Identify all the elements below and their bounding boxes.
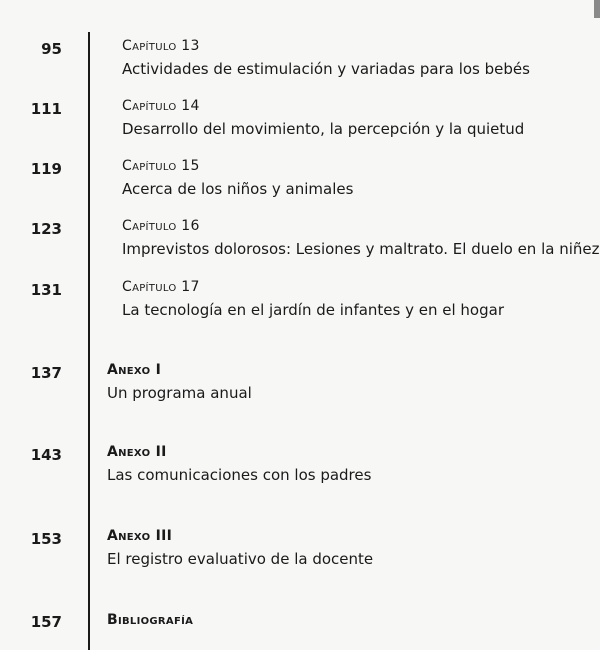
toc-entry-chapter-16[interactable] (122, 218, 600, 258)
toc-entry-chapter-15[interactable] (122, 158, 353, 198)
page-number: 119 (30, 160, 62, 178)
page-number: 123 (30, 220, 62, 238)
vertical-rule (88, 32, 90, 650)
toc-entry-anexo-1[interactable] (107, 362, 252, 402)
page-number: 137 (30, 364, 62, 382)
entry-label: Capítulo 15 (122, 158, 200, 174)
entry-title: Imprevistos dolorosos: Lesiones y maltrato. El duelo en la niñez (122, 240, 600, 258)
entry-label: Capítulo 16 (122, 218, 200, 234)
toc-entry-anexo-2[interactable] (107, 444, 371, 484)
page-number: 131 (30, 281, 62, 299)
entry-title: Actividades de estimulación y variadas para los bebés (122, 60, 530, 78)
entry-label: Capítulo 14 (122, 98, 200, 114)
page-number: 95 (41, 40, 62, 58)
page-number: 143 (30, 446, 62, 464)
toc-entry-anexo-3[interactable] (107, 528, 373, 568)
toc-entry-bibliografia[interactable] (107, 612, 193, 628)
toc-entry-chapter-17[interactable] (122, 279, 504, 319)
entry-label: Anexo III (107, 528, 173, 544)
page-number: 153 (30, 530, 62, 548)
entry-title: Desarrollo del movimiento, la percepción y la quietud (122, 120, 525, 138)
toc-entry-chapter-14[interactable] (122, 98, 524, 138)
entry-label: Bibliografía (107, 612, 194, 628)
entry-label: Anexo I (107, 362, 162, 378)
page-number: 111 (30, 100, 62, 118)
entry-title: Acerca de los niños y animales (122, 180, 354, 198)
entry-title: Un programa anual (107, 384, 252, 402)
page-edge-mark (594, 0, 600, 18)
entry-label: Capítulo 13 (122, 38, 200, 54)
entry-title: Las comunicaciones con los padres (107, 466, 372, 484)
entry-label: Anexo II (107, 444, 167, 460)
page-number: 157 (30, 613, 62, 631)
entry-title: El registro evaluativo de la docente (107, 550, 374, 568)
entry-title: La tecnología en el jardín de infantes y en el hogar (122, 301, 504, 319)
toc-entry-chapter-13[interactable] (122, 38, 530, 78)
entry-label: Capítulo 17 (122, 279, 200, 295)
